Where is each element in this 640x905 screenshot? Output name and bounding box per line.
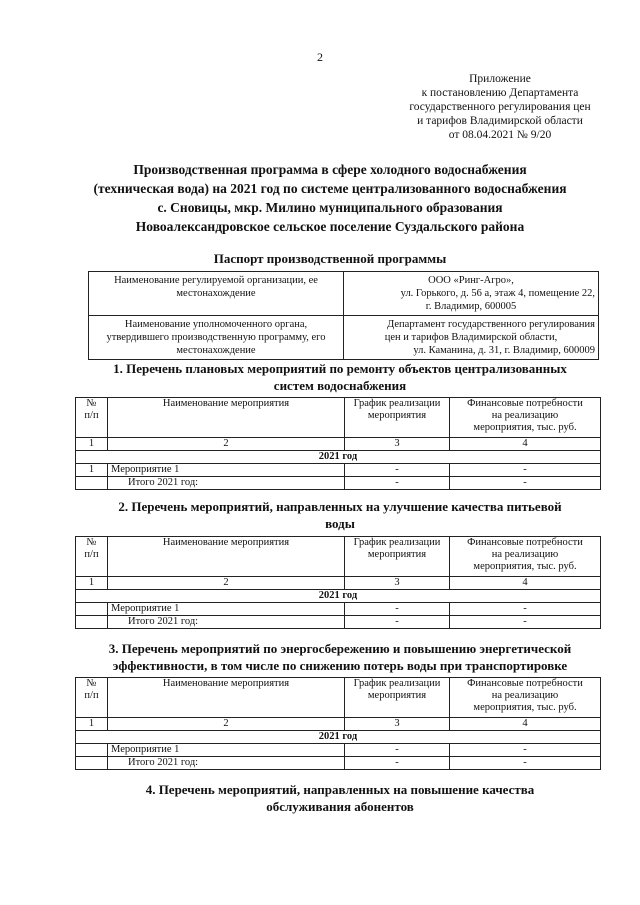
col-number: 3 — [345, 438, 450, 451]
col-number: 2 — [108, 577, 345, 590]
value-line: цен и тарифов Владимирской области, — [384, 332, 558, 343]
appendix-header — [380, 72, 620, 142]
column-number-row — [76, 577, 601, 590]
col-number: 4 — [450, 577, 601, 590]
table-row — [76, 603, 601, 616]
col-name-header: Наименование мероприятия — [108, 537, 345, 577]
col-finance-header: Финансовые потребности на реализацию мероприятия, тыс. руб. — [450, 678, 601, 718]
total-row — [76, 477, 601, 490]
col-number: 2 — [108, 718, 345, 731]
document-title — [60, 160, 600, 236]
year-label: 2021 год — [76, 590, 601, 603]
passport-row — [89, 316, 599, 360]
col-name-header: Наименование мероприятия — [108, 678, 345, 718]
item-schedule: - — [345, 744, 450, 757]
column-number-row — [76, 718, 601, 731]
col-finance-header: Финансовые потребности на реализацию мероприятия, тыс. руб. — [450, 537, 601, 577]
passport-value — [344, 316, 599, 360]
value-line: ул. Каманина, д. 31, г. Владимир, 600009 — [413, 345, 595, 356]
col-schedule-header: График реализации мероприятия — [345, 678, 450, 718]
total-schedule: - — [345, 757, 450, 770]
item-schedule: - — [345, 464, 450, 477]
total-row — [76, 616, 601, 629]
label-line: утвердившего производственную программу, его — [106, 332, 326, 343]
col-number: 1 — [76, 438, 108, 451]
section-3-table — [75, 677, 601, 770]
passport-label — [89, 272, 344, 316]
title-line: Производственная программа в сфере холодного водоснабжения — [133, 162, 527, 177]
total-label: Итого 2021 год: — [108, 757, 345, 770]
col-number: 1 — [76, 718, 108, 731]
value-line: г. Владимир, 600005 — [425, 301, 517, 312]
passport-table — [88, 271, 599, 360]
table-header-row — [76, 678, 601, 718]
table-row — [76, 464, 601, 477]
appendix-line: и тарифов Владимирской области — [417, 115, 583, 127]
year-row — [76, 590, 601, 603]
item-number — [76, 603, 108, 616]
col-finance-header: Финансовые потребности на реализацию мероприятия, тыс. руб. — [450, 398, 601, 438]
col-name-header: Наименование мероприятия — [108, 398, 345, 438]
appendix-line: Приложение — [469, 73, 531, 85]
col-number: 3 — [345, 577, 450, 590]
value-line: Департамент государственного регулирования — [387, 319, 595, 330]
passport-label — [89, 316, 344, 360]
item-finance: - — [450, 464, 601, 477]
col-num-header: № п/п — [76, 678, 108, 718]
col-schedule-header: График реализации мероприятия — [345, 537, 450, 577]
col-number: 4 — [450, 718, 601, 731]
item-schedule: - — [345, 603, 450, 616]
total-finance: - — [450, 477, 601, 490]
year-label: 2021 год — [76, 731, 601, 744]
appendix-line: от 08.04.2021 № 9/20 — [448, 129, 552, 141]
table-header-row — [76, 398, 601, 438]
year-label: 2021 год — [76, 451, 601, 464]
total-label: Итого 2021 год: — [108, 477, 345, 490]
appendix-line: государственного регулирования цен — [409, 101, 591, 113]
col-num-header: № п/п — [76, 537, 108, 577]
total-schedule: - — [345, 477, 450, 490]
table-row — [76, 744, 601, 757]
section-title-line: 3. Перечень мероприятий по энергосбережению и повышению энергетической — [108, 641, 572, 656]
label-line: местонахождение — [176, 288, 256, 299]
passport-row — [89, 272, 599, 316]
section-2-title — [60, 498, 620, 532]
col-schedule-header: График реализации мероприятия — [345, 398, 450, 438]
value-line: ООО «Ринг-Агро», — [428, 275, 514, 286]
total-schedule: - — [345, 616, 450, 629]
year-row — [76, 731, 601, 744]
total-row — [76, 757, 601, 770]
column-number-row — [76, 438, 601, 451]
title-line: с. Сновицы, мкр. Милино муниципального образования — [157, 200, 503, 215]
title-line: (техническая вода) на 2021 год по системе централизованного водоснабжения — [93, 181, 567, 196]
table-header-row — [76, 537, 601, 577]
item-finance: - — [450, 744, 601, 757]
section-title-line: 4. Перечень мероприятий, направленных на повышение качества — [145, 782, 535, 797]
value-line: ул. Горького, д. 56 а, этаж 4, помещение 22, — [400, 288, 595, 299]
section-title-line: эффективности, в том числе по снижению потерь воды при транспортировке — [112, 658, 568, 673]
item-number — [76, 744, 108, 757]
label-line: Наименование регулируемой организации, ее — [114, 275, 318, 286]
section-title-line: 2. Перечень мероприятий, направленных на улучшение качества питьевой — [118, 499, 562, 514]
section-4-title — [60, 781, 620, 815]
page-number: 2 — [317, 50, 323, 64]
total-finance: - — [450, 616, 601, 629]
section-2-table — [75, 536, 601, 629]
section-title-line: воды — [325, 516, 355, 531]
section-title-line: 1. Перечень плановых мероприятий по ремонту объектов централизованных — [113, 361, 567, 376]
passport-value — [344, 272, 599, 316]
title-line: Новоалександровское сельское поселение Суздальского района — [135, 219, 525, 234]
label-line: местонахождение — [176, 345, 256, 356]
total-finance: - — [450, 757, 601, 770]
section-1-title — [60, 360, 620, 394]
total-label: Итого 2021 год: — [108, 616, 345, 629]
section-3-title — [60, 640, 620, 674]
section-title-line: обслуживания абонентов — [266, 799, 414, 814]
col-number: 1 — [76, 577, 108, 590]
passport-title: Паспорт производственной программы — [213, 251, 447, 266]
col-number: 2 — [108, 438, 345, 451]
year-row — [76, 451, 601, 464]
item-number: 1 — [76, 464, 108, 477]
label-line: Наименование уполномоченного органа, — [124, 319, 308, 330]
item-name: Мероприятие 1 — [108, 603, 345, 616]
col-number: 4 — [450, 438, 601, 451]
appendix-line: к постановлению Департамента — [421, 87, 579, 99]
col-number: 3 — [345, 718, 450, 731]
section-title-line: систем водоснабжения — [273, 378, 407, 393]
item-name: Мероприятие 1 — [108, 464, 345, 477]
item-finance: - — [450, 603, 601, 616]
col-num-header: № п/п — [76, 398, 108, 438]
section-1-table — [75, 397, 601, 490]
item-name: Мероприятие 1 — [108, 744, 345, 757]
